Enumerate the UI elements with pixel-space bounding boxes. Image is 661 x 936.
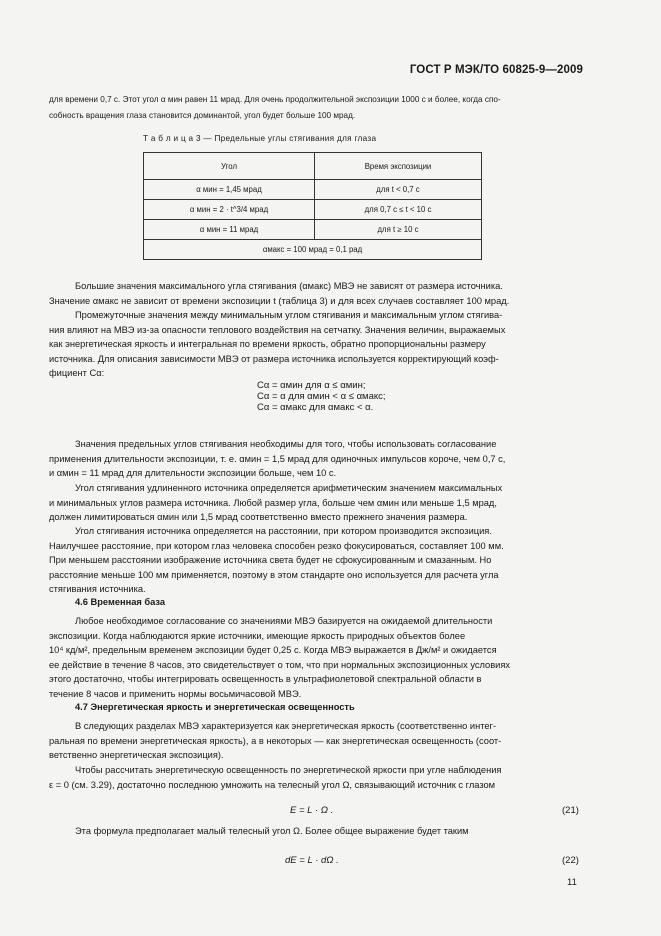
- paragraph-distance: [49, 524, 583, 597]
- table-row: [144, 180, 482, 200]
- text-line: 10⁴ кд/м², предельным временем экспозиции будет 0,25 с. Когда МВЭ выражается в Дж/м² и ожидается: [49, 645, 497, 655]
- page-number: 11: [567, 877, 577, 888]
- paragraph-extended-source: [49, 481, 583, 525]
- table-header-cell: Угол: [144, 153, 315, 180]
- table-cell: для t ≥ 10 с: [315, 220, 482, 240]
- table-cell: α мин = 2 · t^3/4 мрад: [144, 200, 315, 220]
- intro-paragraph: [49, 92, 583, 123]
- text-line: Угол стягивания удлиненного источника определяется арифметическим значением максимальных: [75, 483, 503, 493]
- table-row: [144, 220, 482, 240]
- text-line: Угол стягивания источника определяется на расстоянии, при котором производится экспозиция.: [75, 526, 492, 536]
- text-line: и αмин = 11 мрад для длительности экспозиции больше, чем 10 с.: [49, 468, 337, 478]
- equation-22: dE = L · dΩ .: [285, 855, 339, 866]
- text-line: применения длительности экспозиции, т. е. αмин = 1,5 мрад для одиночных импульсов короче, чем 0,7 с,: [49, 453, 506, 464]
- text-line: Наилучшее расстояние, при котором глаз человека способен резко фокусироваться, составляет 100 мм.: [49, 540, 504, 551]
- paragraph-formula-note: [49, 824, 583, 839]
- text-line: экспозиции. Когда наблюдаются яркие источники, имеющие яркость природных объектов более: [49, 630, 466, 641]
- paragraph-intermediate: [49, 308, 583, 381]
- table-row: [144, 200, 482, 220]
- equation-number-21: (21): [562, 805, 579, 816]
- section-heading-4-6: 4.6 Временная база: [75, 597, 166, 607]
- formula-line: Cα = αмин для α ≤ αмин;: [257, 380, 366, 391]
- text-line: должен лимитироваться αмин или 1,5 мрад соответственно вместо прежнего значения размера.: [49, 512, 468, 522]
- text-line: расстояние меньше 100 мм применяется, поэтому в этом стандарте оно используется для расчета угла: [49, 569, 499, 580]
- text-line: Чтобы рассчитать энергетическую освещенность по энергетической яркости при угле наблюдения: [75, 765, 502, 775]
- table-header-row: [144, 153, 482, 180]
- text-line: и минимальных углов размера источника. Любой размер угла, больше чем αмин или меньше 1,5 мрад,: [49, 497, 497, 508]
- section-heading-4-7: 4.7 Энергетическая яркость и энергетическая освещенность: [75, 702, 355, 712]
- paragraph-radiance: [49, 719, 583, 763]
- text-line: В следующих разделах МВЭ характеризуется как энергетическая яркость (соответственно интег-: [75, 721, 497, 731]
- equation-number-22: (22): [562, 855, 579, 866]
- table-cell: для t < 0,7 с: [315, 180, 482, 200]
- text-line: ее действие в течение 8 часов, это свидетельствует о том, что при нормальных экспозиционных условиях: [49, 659, 511, 670]
- text-line: ральная по времени энергетическая яркость), а в некоторых — как энергетическая освещенность (соот-: [49, 735, 502, 746]
- formula-line: Cα = αмакс для αмакс < α.: [257, 402, 374, 413]
- paragraph-max-angle: [49, 279, 583, 308]
- text-line: источника. Для описания зависимости МВЭ от размера источника используется корректирующий коэф-: [49, 353, 499, 364]
- paragraph-limit-values: [49, 437, 583, 481]
- text-line: Любое необходимое согласование со значениями МВЭ базируется на ожидаемой длительности: [75, 616, 493, 626]
- text-line: стягивания источника.: [49, 584, 146, 594]
- text-line: ния влияют на МВЭ из-за опасности теплового воздействия на сетчатку. Значения величин, выражаемых: [49, 324, 506, 335]
- table-footer-row: [144, 240, 482, 260]
- table-cell: α мин = 11 мрад: [144, 220, 315, 240]
- table-header-cell: Время экспозиции: [315, 153, 482, 180]
- table-cell: α мин = 1,45 мрад: [144, 180, 315, 200]
- equation-21: E = L · Ω .: [290, 805, 334, 816]
- table-caption: Т а б л и ц а 3 — Предельные углы стягивания для глаза: [143, 134, 377, 143]
- text-line: ε = 0 (см. 3.29), достаточно последнюю умножить на телесный угол Ω, связывающий источник с глазом: [49, 779, 496, 790]
- text-line: течение 8 часов и применить нормы восьмичасовой МВЭ.: [49, 688, 302, 699]
- text-line: ветственно энергетическая экспозиция).: [49, 750, 224, 760]
- text-line: При меньшем расстоянии изображение источника света будет не сфокусированным и смазанным. Но: [49, 555, 492, 565]
- paragraph-irradiance: [49, 763, 583, 792]
- formula-line: Cα = α для αмин < α ≤ αмакс;: [257, 391, 386, 402]
- text-line: этого достаточно, чтобы интегрировать освещенность в ультрафиолетовой спектральной области в: [49, 674, 482, 684]
- correction-formulas: [257, 380, 386, 413]
- table-cell: для 0,7 с ≤ t < 10 с: [315, 200, 482, 220]
- text-line: фициент Cα:: [49, 368, 105, 378]
- text-line: Эта формула предполагает малый телесный угол Ω. Более общее выражение будет таким: [75, 826, 469, 836]
- text-line: Большие значения максимального угла стягивания (αмакс) МВЭ не зависят от размера источника.: [75, 281, 503, 291]
- text-line: Промежуточные значения между минимальным углом стягивания и максимальным углом стягива-: [75, 310, 503, 320]
- document-header: ГОСТ Р МЭК/ТО 60825-9—2009: [409, 64, 583, 76]
- paragraph-time-base: [49, 614, 583, 701]
- text-line: для времени 0,7 с. Этот угол α мин равен 11 мрад. Для очень продолжительной экспозиции 1000 с и более, когда спо-: [49, 95, 501, 104]
- text-line: Значение αмакс не зависит от времени экспозиции t (таблица 3) и для всех случаев составляет 100 мрад.: [49, 295, 510, 306]
- text-line: Значения предельных углов стягивания необходимы для того, чтобы использовать согласование: [75, 439, 497, 449]
- table-footer-cell: αмакс = 100 мрад = 0,1 рад: [144, 240, 482, 260]
- text-line: собность вращения глаза становится доминантой, угол будет больше 100 мрад.: [49, 110, 356, 120]
- limit-angles-table: [143, 152, 482, 260]
- text-line: как энергетическая яркость и интегральная по времени яркость, обратно пропорциональны размеру: [49, 339, 486, 349]
